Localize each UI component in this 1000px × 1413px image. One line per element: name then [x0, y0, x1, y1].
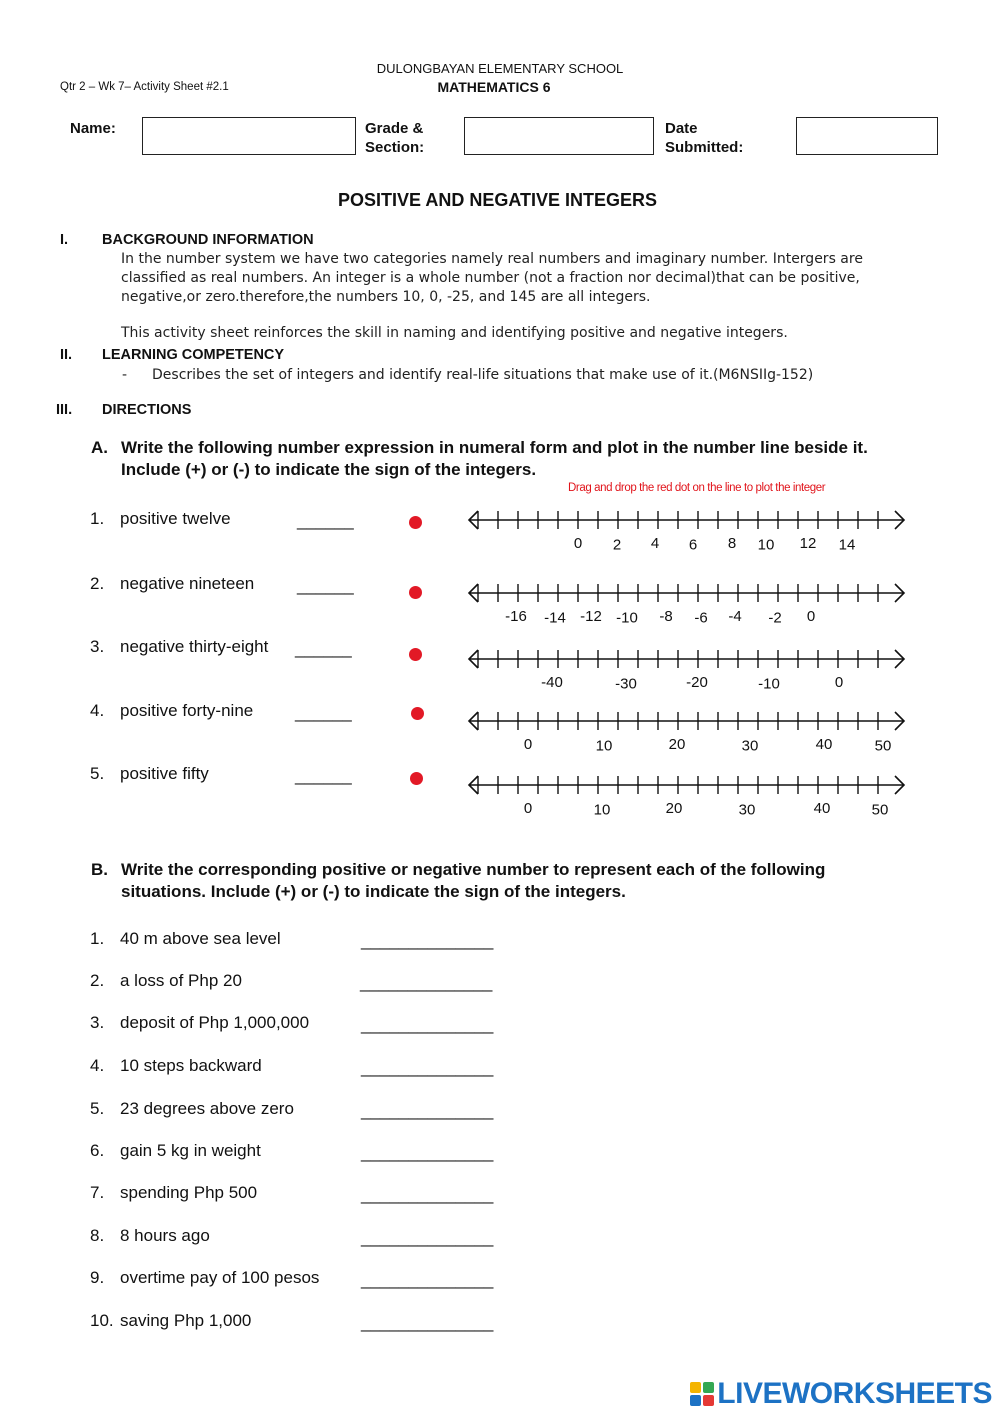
- item-text: 40 m above sea level: [120, 929, 281, 948]
- liveworksheets-wordmark: LIVEWORKSHEETS: [717, 1377, 992, 1410]
- tick-label: 30: [741, 737, 759, 755]
- grade-label-line2: Section:: [365, 139, 425, 156]
- tick-label: 8: [727, 535, 737, 552]
- red-plot-dot[interactable]: [409, 516, 422, 529]
- tick-label: 2: [612, 536, 622, 554]
- date-submitted-label: [665, 119, 743, 157]
- tick-label: 0: [573, 535, 583, 552]
- answer-blank[interactable]: ______: [295, 639, 352, 658]
- number-line-4[interactable]: [466, 706, 911, 761]
- answer-blank[interactable]: ______________: [361, 931, 494, 950]
- item-number: 5.: [90, 1099, 105, 1118]
- background-line-3: negative,or zero.therefore,the numbers 10, 0, -25, and 145 are all integers.: [121, 289, 651, 305]
- answer-blank[interactable]: ______: [297, 576, 354, 595]
- tick-label: -6: [694, 609, 708, 627]
- sheet-code: Qtr 2 – Wk 7– Activity Sheet #2.1: [60, 81, 229, 93]
- tick-label: 30: [738, 801, 756, 819]
- answer-blank[interactable]: ______________: [361, 1015, 494, 1034]
- item-text: positive fifty: [120, 764, 209, 783]
- tick-label: 0: [523, 800, 533, 817]
- part-b-line-1: Write the corresponding positive or negative number to represent each of the following: [121, 860, 826, 879]
- part-a-instructions: [121, 437, 868, 481]
- tick-label: 50: [871, 801, 889, 819]
- part-a-line-2: Include (+) or (-) to indicate the sign of the integers.: [121, 460, 537, 479]
- item-number: 7.: [90, 1183, 105, 1202]
- item-number: 2.: [90, 574, 105, 593]
- competency-text: Describes the set of integers and identify real-life situations that make use of it.(M6NSIIg-152): [152, 367, 814, 383]
- item-text: a loss of Php 20: [120, 971, 242, 990]
- tick-label: -2: [768, 609, 782, 627]
- tick-label: 0: [834, 674, 844, 691]
- section-numeral-2: II.: [60, 347, 73, 363]
- item-number: 9.: [90, 1268, 105, 1287]
- red-plot-dot[interactable]: [409, 586, 422, 599]
- part-b-line-2: situations. Include (+) or (-) to indicate the sign of the integers.: [121, 882, 626, 901]
- liveworksheets-logo-icon: [690, 1382, 714, 1406]
- item-text: overtime pay of 100 pesos: [120, 1268, 320, 1287]
- date-label-line2: Submitted:: [665, 139, 744, 156]
- tick-label: 20: [668, 736, 686, 753]
- answer-blank[interactable]: ______________: [361, 1101, 494, 1120]
- competency-bullet: -: [122, 367, 128, 383]
- answer-blank[interactable]: ______: [297, 511, 354, 530]
- liveworksheets-logo[interactable]: [690, 1377, 992, 1411]
- tick-label: -12: [580, 608, 602, 625]
- item-text: 10 steps backward: [120, 1056, 262, 1075]
- tick-label: -8: [659, 608, 673, 625]
- answer-blank[interactable]: ______: [295, 703, 352, 722]
- part-b-instructions: [121, 859, 825, 903]
- name-field[interactable]: [142, 117, 356, 155]
- answer-blank[interactable]: ______________: [361, 1270, 494, 1289]
- tick-label: 10: [593, 801, 611, 819]
- number-line-1[interactable]: [466, 505, 911, 560]
- tick-label: 50: [874, 737, 892, 755]
- answer-blank[interactable]: ______________: [361, 1143, 494, 1162]
- date-label-line1: Date: [665, 120, 698, 137]
- section-numeral-3: III.: [56, 402, 73, 418]
- item-text: 23 degrees above zero: [120, 1099, 294, 1118]
- tick-label: 4: [650, 535, 660, 552]
- tick-label: 0: [806, 608, 816, 625]
- red-plot-dot[interactable]: [411, 707, 424, 720]
- item-text: gain 5 kg in weight: [120, 1141, 261, 1160]
- answer-blank[interactable]: ______________: [361, 1313, 494, 1332]
- grade-section-label: [365, 119, 424, 157]
- item-text: saving Php 1,000: [120, 1311, 252, 1330]
- item-number: 4.: [90, 1056, 105, 1075]
- tick-label: 14: [838, 536, 856, 554]
- tick-label: 10: [595, 737, 613, 755]
- tick-label: -10: [616, 609, 638, 627]
- item-text: 8 hours ago: [120, 1226, 210, 1245]
- tick-label: 20: [665, 800, 683, 817]
- answer-blank[interactable]: ______: [295, 766, 352, 785]
- item-number: 6.: [90, 1141, 105, 1160]
- red-plot-dot[interactable]: [409, 648, 422, 661]
- grade-section-field[interactable]: [464, 117, 654, 155]
- background-line-1: In the number system we have two categories namely real numbers and imaginary number. Intergers are: [121, 251, 863, 267]
- directions-heading: DIRECTIONS: [102, 402, 192, 418]
- number-line-2[interactable]: [466, 578, 911, 633]
- item-number: 3.: [90, 1013, 105, 1032]
- answer-blank[interactable]: ______________: [361, 1228, 494, 1247]
- answer-blank[interactable]: ______________: [361, 1058, 494, 1077]
- tick-label: 0: [523, 736, 533, 753]
- part-a-line-1: Write the following number expression in numeral form and plot in the number line beside it.: [121, 438, 868, 457]
- item-number: 1.: [90, 509, 105, 528]
- tick-label: -30: [615, 675, 637, 693]
- drag-hint: Drag and drop the red dot on the line to plot the integer: [568, 482, 826, 494]
- tick-label: -10: [758, 675, 780, 693]
- school-name: DULONGBAYAN ELEMENTARY SCHOOL: [376, 61, 624, 76]
- number-line-5[interactable]: [466, 770, 911, 825]
- item-text: deposit of Php 1,000,000: [120, 1013, 310, 1032]
- background-text: [121, 250, 863, 307]
- tick-label: 12: [799, 535, 817, 552]
- item-number: 3.: [90, 637, 105, 656]
- red-plot-dot[interactable]: [410, 772, 423, 785]
- item-text: negative nineteen: [120, 574, 255, 593]
- item-number: 4.: [90, 701, 105, 720]
- answer-blank[interactable]: ______________: [360, 973, 493, 992]
- grade-label-line1: Grade &: [365, 120, 424, 137]
- tick-label: 40: [815, 736, 833, 753]
- part-a-letter: A.: [91, 438, 108, 457]
- name-label: Name:: [70, 120, 116, 137]
- section-numeral-1: I.: [60, 232, 69, 248]
- tick-label: -20: [686, 674, 708, 691]
- date-submitted-field[interactable]: [796, 117, 938, 155]
- background-line-2: classified as real numbers. An integer is a whole number (not a fraction nor decimal)that can be positive,: [121, 270, 860, 286]
- tick-label: -16: [505, 608, 527, 625]
- background-note: This activity sheet reinforces the skill in naming and identifying positive and negative integers.: [121, 325, 788, 341]
- part-b-letter: B.: [91, 860, 108, 879]
- tick-label: 10: [757, 536, 775, 554]
- item-text: negative thirty-eight: [120, 637, 269, 656]
- item-number: 5.: [90, 764, 105, 783]
- item-text: positive twelve: [120, 509, 231, 528]
- item-number: 1.: [90, 929, 105, 948]
- item-number: 10.: [90, 1311, 114, 1330]
- tick-label: -40: [541, 674, 563, 691]
- item-number: 8.: [90, 1226, 105, 1245]
- answer-blank[interactable]: ______________: [361, 1185, 494, 1204]
- worksheet-title: POSITIVE AND NEGATIVE INTEGERS: [337, 190, 658, 210]
- background-heading: BACKGROUND INFORMATION: [102, 232, 314, 248]
- tick-label: 6: [688, 536, 698, 554]
- competency-heading: LEARNING COMPETENCY: [102, 347, 285, 363]
- tick-label: 40: [813, 800, 831, 817]
- number-line-3[interactable]: [466, 644, 911, 699]
- tick-label: -4: [728, 608, 742, 625]
- item-text: positive forty-nine: [120, 701, 254, 720]
- item-text: spending Php 500: [120, 1183, 258, 1202]
- subject-title: MATHEMATICS 6: [437, 79, 551, 95]
- item-number: 2.: [90, 971, 105, 990]
- tick-label: -14: [544, 609, 566, 627]
